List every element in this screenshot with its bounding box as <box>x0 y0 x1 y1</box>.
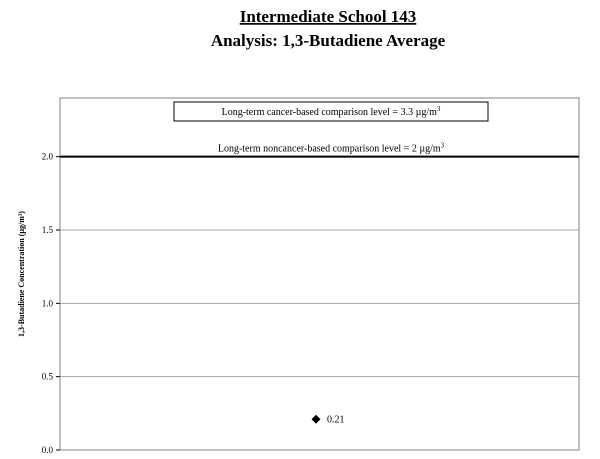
cancer-comparison-label: Long-term cancer-based comparison level = 3.3 $\mu g/m^3$ <box>221 105 441 118</box>
cancer-comparison-annotation <box>174 102 488 121</box>
data-point-label: 0.21 <box>327 414 345 426</box>
y-axis-label: 1,3-Butadiene Concentration (µg/m³) <box>17 211 26 337</box>
chart-subtitle: Analysis: 1,3-Butadiene Average <box>210 31 446 50</box>
y-tick-label: 2.0 <box>41 151 53 162</box>
noncancer-comparison-label: Long-term noncancer-based comparison level = 2 $\mu g/m^3$ <box>217 141 445 155</box>
y-axis-ticks <box>42 152 60 455</box>
y-tick-label: 1.0 <box>41 298 53 309</box>
chart-title: Intermediate School 143 <box>239 7 417 26</box>
y-tick-label: 0.5 <box>41 371 53 382</box>
y-tick-label: 0.0 <box>41 445 53 455</box>
y-tick-label: 1.5 <box>41 225 53 235</box>
